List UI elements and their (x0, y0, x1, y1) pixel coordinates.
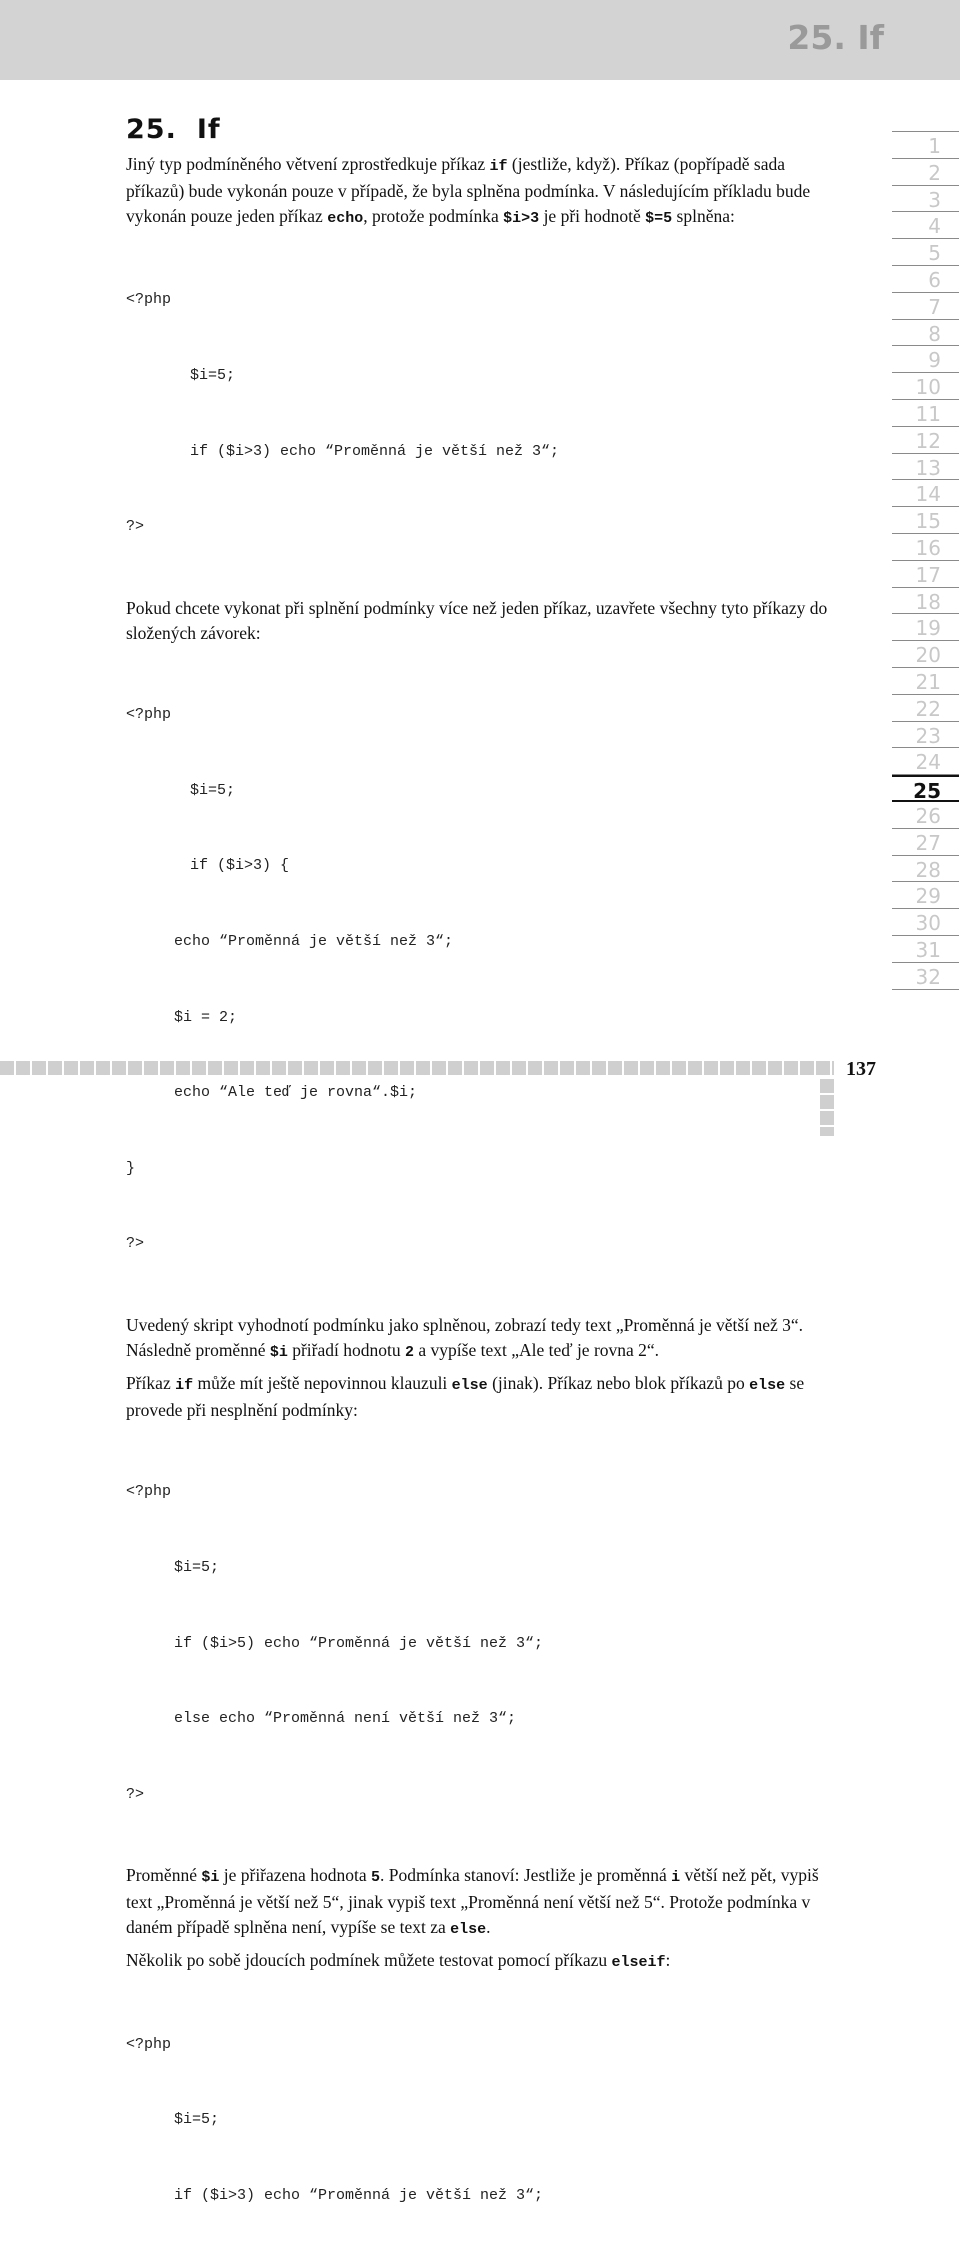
chapter-index-item-19[interactable]: 19 (892, 614, 959, 641)
code-line: $i=5; (190, 367, 236, 384)
chapter-index-item-5[interactable]: 5 (892, 239, 959, 266)
chapter-index-item-32[interactable]: 32 (892, 963, 959, 990)
code-line: ?> (126, 1785, 145, 1803)
chapter-index-item-22[interactable]: 22 (892, 695, 959, 722)
text-run: (jestliže, když). Příkaz (popřípadě sada příkazů) bude vykonán pouze v případě, že byla splněna podmínka. V následujícím příkladu bude vykonán pouze jeden příkaz (126, 154, 811, 226)
chapter-index-item-6[interactable]: 6 (892, 266, 959, 293)
code-line: <?php (126, 2035, 172, 2053)
inline-code: else (451, 1376, 488, 1394)
code-line: ?> (126, 1235, 145, 1253)
chapter-number: 25. (126, 114, 177, 145)
chapter-index-item-25[interactable]: 25 (892, 775, 959, 802)
chapter-index-item-18[interactable]: 18 (892, 588, 959, 615)
chapter-index-item-2[interactable]: 2 (892, 159, 959, 186)
inline-code: $i>3 (503, 210, 540, 227)
code-line: } (126, 1159, 136, 1177)
chapter-index-item-8[interactable]: 8 (892, 320, 959, 347)
text-run: Proměnné (126, 1865, 202, 1886)
text-run: je při hodnotě (539, 206, 646, 226)
inline-code: 2 (405, 1343, 415, 1361)
chapter-index-item-10[interactable]: 10 (892, 373, 959, 400)
inline-code: echo (327, 210, 364, 227)
code-line: <?php (126, 1483, 172, 1501)
code-line: echo “Ale teď je rovna“.$i; (174, 1084, 418, 1102)
text-run: je přiřazena hodnota (219, 1865, 371, 1886)
chapter-index-item-16[interactable]: 16 (892, 534, 959, 561)
inline-code: $i (269, 1343, 288, 1361)
chapter-index-item-30[interactable]: 30 (892, 909, 959, 936)
text-run: a vypíše text „Ale teď je rovna 2“. (414, 1339, 660, 1360)
paragraph-else (126, 1371, 838, 1423)
code-line: $i=5; (174, 2111, 220, 2129)
code-line: ?> (126, 518, 145, 536)
chapter-index-item-28[interactable]: 28 (892, 856, 959, 883)
chapter-index-item-26[interactable]: 26 (892, 802, 959, 829)
chapter-index-item-3[interactable]: 3 (892, 186, 959, 213)
code-block-1 (126, 237, 838, 590)
code-line: $i=5; (190, 781, 236, 799)
chapter-index-item-29[interactable]: 29 (892, 882, 959, 909)
chapter-heading (126, 114, 221, 145)
chapter-index-item-24[interactable]: 24 (892, 748, 959, 775)
footer-decoration-vertical (820, 1079, 834, 1136)
chapter-index-item-31[interactable]: 31 (892, 936, 959, 963)
text-run: může mít ještě nepovinnou klauzuli (193, 1372, 452, 1393)
text-run: . (486, 1917, 491, 1938)
code-line: if ($i>5) echo “Proměnná je větší než 3“; (174, 1634, 544, 1652)
code-line: <?php (126, 291, 172, 309)
paragraph-intro (126, 152, 838, 231)
chapter-index (892, 131, 959, 990)
page-content (126, 152, 838, 2265)
chapter-index-item-14[interactable]: 14 (892, 480, 959, 507)
inline-code: $=5 (645, 210, 673, 227)
chapter-index-item-27[interactable]: 27 (892, 829, 959, 856)
text-run: , protože podmínka (363, 206, 504, 226)
page-number: 137 (846, 1058, 876, 1080)
chapter-index-item-13[interactable]: 13 (892, 454, 959, 481)
inline-code: else (749, 1376, 786, 1394)
code-line: if ($i>3) { (190, 857, 290, 875)
code-line: echo “Proměnná je větší než 3“; (174, 932, 454, 950)
chapter-index-item-21[interactable]: 21 (892, 668, 959, 695)
paragraph-script-explanation (126, 1313, 838, 1365)
text-run: Jiný typ podmíněného větvení zprostředkuje příkaz (126, 154, 490, 174)
code-line: else echo “Proměnná není větší než 3“; (174, 1710, 517, 1728)
text-run: se provede při nesplnění podmínky: (126, 1372, 805, 1420)
code-line: $i=5; (174, 1558, 220, 1576)
chapter-index-item-23[interactable]: 23 (892, 722, 959, 749)
inline-code: i (671, 1869, 681, 1887)
chapter-title: If (196, 114, 221, 145)
code-block-2 (126, 652, 838, 1307)
text-run: Uvedený skript vyhodnotí podmínku jako splněnou, zobrazí tedy text „Proměnná je větší než 3“. Následně proměnné (126, 1314, 803, 1360)
text-run: splněna: (672, 206, 735, 226)
text-run: : (665, 1950, 671, 1971)
text-run: (jinak). Příkaz nebo blok příkazů po (487, 1372, 750, 1393)
code-line: if ($i>3) echo “Proměnná je větší než 3“; (174, 2186, 544, 2204)
header-bar (0, 0, 960, 80)
chapter-index-item-7[interactable]: 7 (892, 293, 959, 320)
text-run: . Podmínka stanoví: Jestliže je proměnná (379, 1865, 672, 1886)
code-block-4 (126, 1981, 838, 2258)
chapter-index-item-20[interactable]: 20 (892, 641, 959, 668)
chapter-index-item-17[interactable]: 17 (892, 561, 959, 588)
code-line: <?php (126, 706, 172, 724)
text-run: Příkaz (126, 1372, 176, 1393)
inline-code: elseif (611, 1954, 666, 1972)
code-block-3 (126, 1429, 838, 1857)
inline-code: else (450, 1921, 487, 1939)
inline-code: $i (201, 1869, 220, 1887)
text-run: přiřadí hodnotu (287, 1339, 405, 1360)
paragraph-assignment (126, 1863, 838, 1942)
running-header-title: 25. If (787, 18, 884, 57)
chapter-index-item-12[interactable]: 12 (892, 427, 959, 454)
paragraph-elseif (126, 1948, 838, 1975)
code-line: $i = 2; (174, 1008, 238, 1026)
chapter-index-item-15[interactable]: 15 (892, 507, 959, 534)
inline-code: if (175, 1376, 194, 1394)
text-run: Několik po sobě jdoucích podmínek můžete testovat pomocí příkazu (126, 1950, 612, 1971)
code-line: if ($i>3) echo “Proměnná je větší než 3“; (190, 442, 560, 460)
paragraph-multiple-commands: Pokud chcete vykonat při splnění podmínky více než jeden příkaz, uzavřete všechny tyto příkazy do složených závorek: (126, 597, 828, 643)
text-run: větší než pět, vypiš text „Proměnná je větší než 5“, jinak vypiš text „Proměnná není větší než 5“. Protože podmínka v daném případě splněna není, vypíše se text za (126, 1865, 819, 1938)
chapter-index-item-1[interactable]: 1 (892, 132, 959, 159)
inline-code: if (489, 158, 508, 175)
inline-code: 5 (370, 1869, 380, 1887)
chapter-index-item-4[interactable]: 4 (892, 212, 959, 239)
chapter-index-item-11[interactable]: 11 (892, 400, 959, 427)
chapter-index-item-9[interactable]: 9 (892, 346, 959, 373)
footer-decoration (0, 1061, 834, 1075)
